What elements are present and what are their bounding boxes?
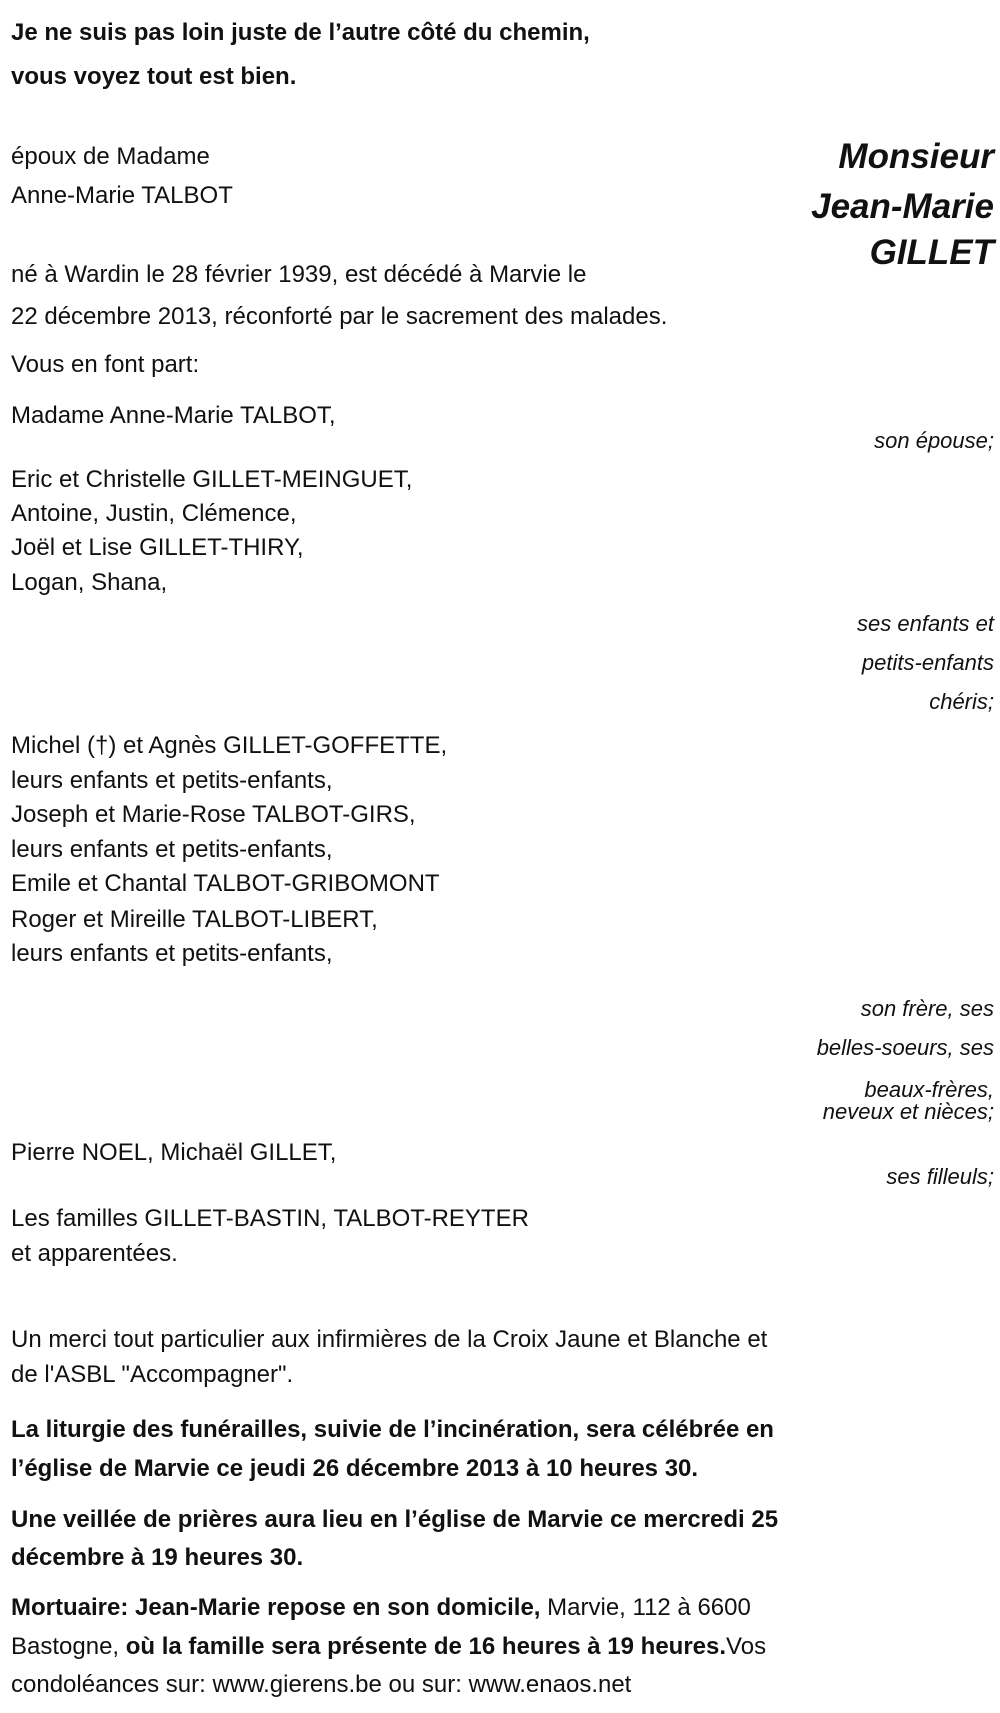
funeral-line: l’église de Marvie ce jeudi 26 décembre 2013 à 10 heures 30. (11, 1455, 699, 1482)
family-name: leurs enfants et petits-enfants, (11, 940, 333, 967)
mortuary-visiting-hours: où la famille sera présente de 16 heures à 19 heures. (125, 1633, 727, 1660)
family-name: leurs enfants et petits-enfants, (11, 836, 333, 863)
family-name: Eric et Christelle GILLET-MEINGUET, (11, 466, 413, 493)
family-relation: son épouse; (874, 428, 994, 453)
deceased-last-name: GILLET (869, 233, 994, 272)
mortuary-line (11, 1632, 766, 1662)
family-relation: ses enfants et (857, 611, 994, 636)
family-name: Les familles GILLET-BASTIN, TALBOT-REYTER (11, 1205, 529, 1232)
family-name: leurs enfants et petits-enfants, (11, 767, 333, 794)
vigil-line: Une veillée de prières aura lieu en l’église de Marvie ce mercredi 25 (11, 1506, 779, 1533)
deceased-first-name: Jean-Marie (811, 187, 994, 226)
announce-text: Vous en font part: (11, 351, 200, 378)
family-relation: beaux-frères, (864, 1077, 994, 1102)
family-relation: son frère, ses (860, 996, 994, 1021)
family-name: Emile et Chantal TALBOT-GRIBOMONT (11, 870, 440, 897)
family-name: Joseph et Marie-Rose TALBOT-GIRS, (11, 801, 416, 828)
family-relation: chéris; (929, 689, 994, 714)
family-name: et apparentées. (11, 1240, 178, 1267)
epigraph-line: Je ne suis pas loin juste de l’autre côté du chemin, (11, 19, 590, 46)
thanks-line: Un merci tout particulier aux infirmières de la Croix Jaune et Blanche et (11, 1326, 768, 1353)
mortuary-text: Vos (726, 1633, 767, 1660)
family-name: Joël et Lise GILLET-THIRY, (11, 534, 304, 561)
deceased-title: Monsieur (838, 137, 994, 176)
family-relation: petits-enfants (861, 650, 994, 675)
family-name: Michel (†) et Agnès GILLET-GOFFETTE, (11, 732, 448, 759)
family-relation: neveux et nièces; (822, 1099, 994, 1124)
family-relation: belles-soeurs, ses (816, 1035, 994, 1060)
family-name: Pierre NOEL, Michaël GILLET, (11, 1139, 337, 1166)
family-relation: ses filleuls; (886, 1164, 994, 1189)
spouse-line: Anne-Marie TALBOT (11, 182, 233, 209)
family-name: Antoine, Justin, Clémence, (11, 500, 297, 527)
family-name: Madame Anne-Marie TALBOT, (11, 402, 336, 429)
mortuary-address: Marvie, 112 à 6600 (540, 1594, 751, 1621)
spouse-line: époux de Madame (11, 143, 210, 170)
epigraph-line: vous voyez tout est bien. (11, 63, 297, 90)
thanks-line: de l'ASBL "Accompagner". (11, 1361, 294, 1388)
funeral-line: La liturgie des funérailles, suivie de l’incinération, sera célébrée en (11, 1416, 774, 1443)
birth-death-line: 22 décembre 2013, réconforté par le sacrement des malades. (11, 303, 668, 330)
family-name: Roger et Mireille TALBOT-LIBERT, (11, 906, 378, 933)
birth-death-line: né à Wardin le 28 février 1939, est décédé à Marvie le (11, 261, 587, 288)
mortuary-line (11, 1593, 751, 1623)
mortuary-bold: Mortuaire: Jean-Marie repose en son domicile, (11, 1594, 541, 1621)
condolences-line: condoléances sur: www.gierens.be ou sur: www.enaos.net (11, 1671, 632, 1698)
family-name: Logan, Shana, (11, 569, 168, 596)
vigil-line: décembre à 19 heures 30. (11, 1544, 304, 1571)
mortuary-city: Bastogne, (11, 1633, 126, 1660)
